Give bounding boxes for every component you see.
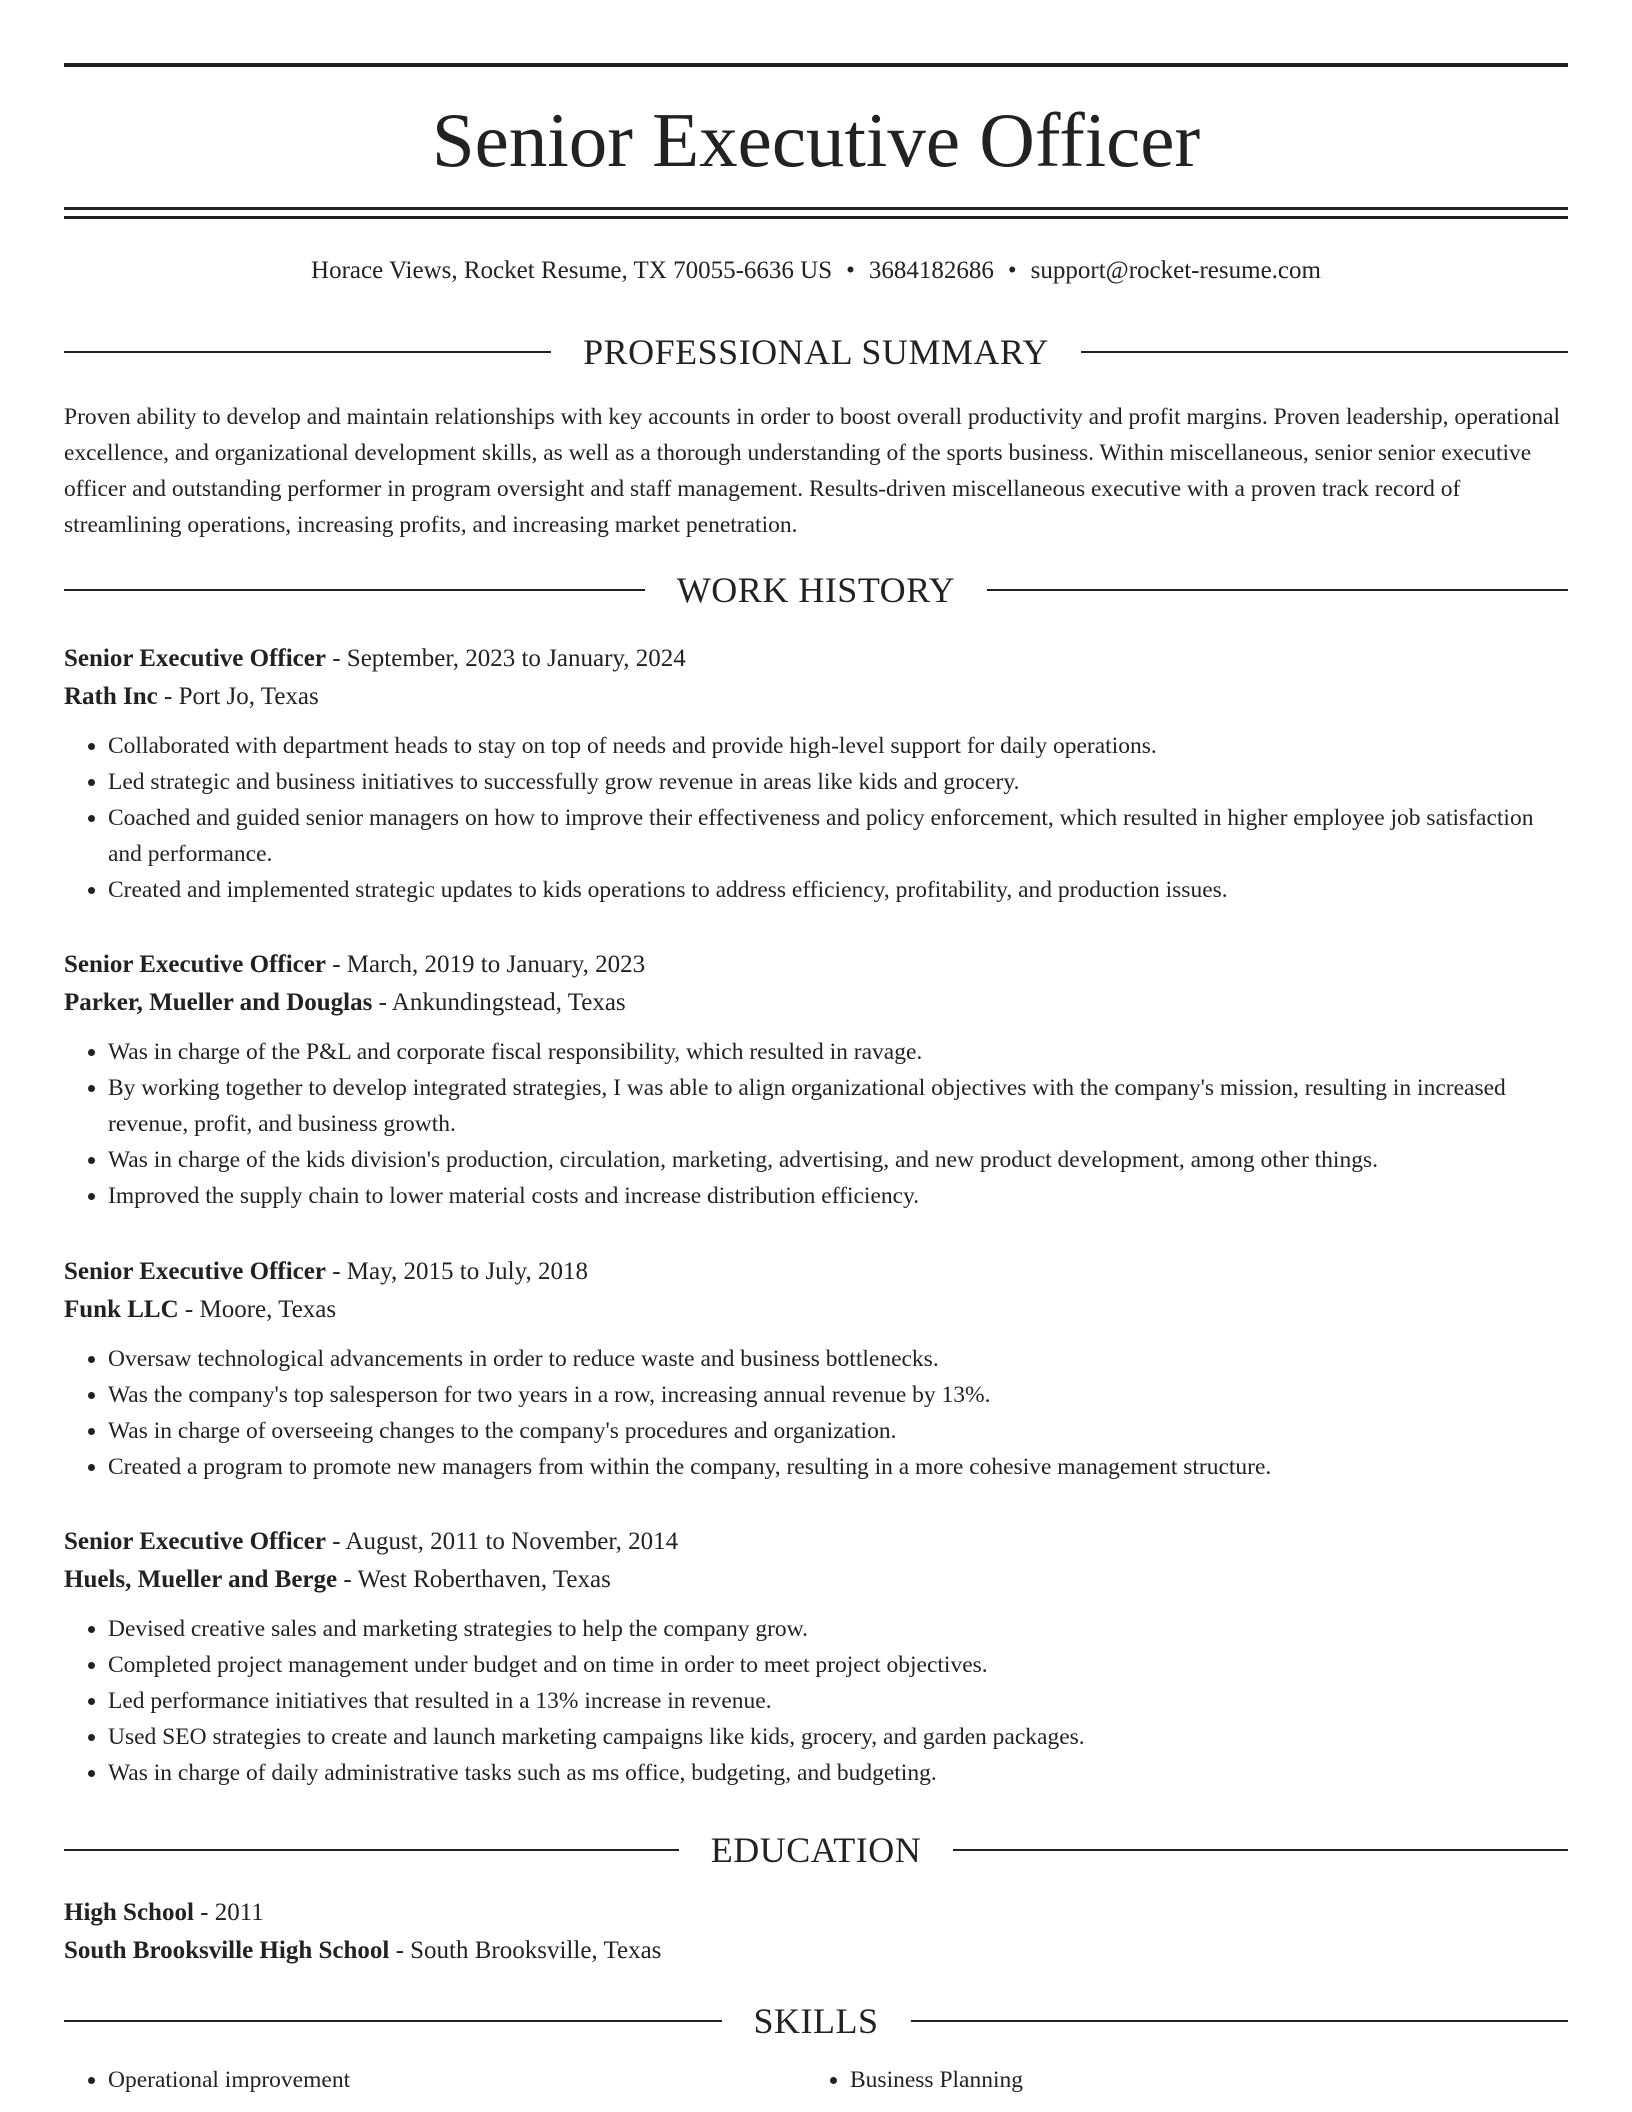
heading-rule xyxy=(987,589,1568,591)
job-title-line: Senior Executive Officer - September, 2023 to January, 2024 xyxy=(64,645,686,672)
job-title: Senior Executive Officer xyxy=(64,1258,326,1285)
education-heading xyxy=(64,1828,1568,1872)
list-item: • Created a program to promote new managers from within the company, resulting in a more cohesive management structure. xyxy=(108,1449,1568,1485)
list-item: • Operational improvement xyxy=(108,2062,806,2098)
job-location: West Roberthaven, Texas xyxy=(357,1566,611,1593)
job-company: Funk LLC xyxy=(64,1296,179,1323)
list-item: • Created and implemented strategic updates to kids operations to address efficiency, profitability, and production issues. xyxy=(108,872,1568,908)
job-dates: August, 2011 to November, 2014 xyxy=(345,1528,679,1555)
job-bullets xyxy=(64,1611,1568,1791)
job-dates: March, 2019 to January, 2023 xyxy=(346,951,646,978)
list-item: • Was in charge of the P&L and corporate fiscal responsibility, which resulted in ravage. xyxy=(108,1034,1568,1070)
education-entry xyxy=(64,1894,1568,1970)
work-history-heading xyxy=(64,568,1568,612)
skills-heading-text: SKILLS xyxy=(753,2001,879,2041)
skills-heading xyxy=(64,1999,1568,2043)
job-dates: September, 2023 to January, 2024 xyxy=(346,645,686,672)
job-title: Senior Executive Officer xyxy=(64,951,326,978)
skills-list xyxy=(64,2062,1568,2098)
job-entry xyxy=(64,1523,1568,1791)
job-title-line: Senior Executive Officer - March, 2019 to January, 2023 xyxy=(64,951,646,978)
job-company: Huels, Mueller and Berge xyxy=(64,1566,338,1593)
list-item: • Led strategic and business initiatives to successfully grow revenue in areas like kids and grocery. xyxy=(108,764,1568,800)
title-divider-upper xyxy=(64,207,1568,210)
list-item: • Led performance initiatives that resulted in a 13% increase in revenue. xyxy=(108,1683,1568,1719)
job-company-line: Parker, Mueller and Douglas - Ankundingstead, Texas xyxy=(64,989,626,1016)
top-divider xyxy=(64,63,1568,67)
list-item: • By working together to develop integrated strategies, I was able to align organizational objectives with the company's mission, resulting in increased revenue, profit, and business growth. xyxy=(108,1070,1568,1142)
list-item: • Was in charge of the kids division's production, circulation, marketing, advertising, and new product development, among other things. xyxy=(108,1142,1568,1178)
job-location: Port Jo, Texas xyxy=(178,683,319,710)
summary-text: Proven ability to develop and maintain relationships with key accounts in order to boost overall productivity and profit margins. Proven leadership, operational excellence, and organizational development skills, as well as a thorough understanding of the sports business. Within miscellaneous, senior senior executive officer and outstanding performer in program oversight and staff management. Results-driven miscellaneous executive with a proven track record of streamlining operations, increasing profits, and increasing market penetration. xyxy=(64,404,1561,538)
job-entry xyxy=(64,946,1568,1214)
job-company: Parker, Mueller and Douglas xyxy=(64,989,373,1016)
heading-rule xyxy=(911,2020,1569,2022)
contact-email: support@rocket-resume.com xyxy=(1030,257,1321,284)
list-item: • Used SEO strategies to create and launch marketing campaigns like kids, grocery, and garden packages. xyxy=(108,1719,1568,1755)
page-title: Senior Executive Officer xyxy=(431,97,1201,183)
heading-rule xyxy=(64,589,645,591)
list-item: • Business Planning xyxy=(850,2062,1548,2098)
job-company-line: Rath Inc - Port Jo, Texas xyxy=(64,683,319,710)
list-item: • Completed project management under budget and on time in order to meet project objectives. xyxy=(108,1647,1568,1683)
job-title: Senior Executive Officer xyxy=(64,1528,326,1555)
list-item: • Oversaw technological advancements in order to reduce waste and business bottlenecks. xyxy=(108,1341,1568,1377)
education-location: South Brooksville, Texas xyxy=(410,1937,662,1964)
heading-rule xyxy=(64,351,551,353)
contact-address: Horace Views, Rocket Resume, TX 70055-6636 US xyxy=(311,257,833,284)
contact-separator: • xyxy=(1007,257,1017,284)
education-degree: High School xyxy=(64,1899,194,1926)
job-bullets xyxy=(64,728,1568,908)
skills-column-left xyxy=(64,2062,806,2098)
job-dates: May, 2015 to July, 2018 xyxy=(346,1258,588,1285)
education-year: 2011 xyxy=(214,1899,264,1926)
list-item: • Collaborated with department heads to stay on top of needs and provide high-level support for daily operations. xyxy=(108,728,1568,764)
job-company-line: Funk LLC - Moore, Texas xyxy=(64,1296,337,1323)
list-item: • Improved the supply chain to lower material costs and increase distribution efficiency. xyxy=(108,1178,1568,1214)
heading-rule xyxy=(953,1849,1568,1851)
education-school-line: South Brooksville High School - South Brooksville, Texas xyxy=(64,1937,662,1964)
heading-rule xyxy=(64,2020,722,2022)
education-degree-line: High School - 2011 xyxy=(64,1899,264,1926)
job-title: Senior Executive Officer xyxy=(64,645,326,672)
title-divider-lower xyxy=(64,216,1568,219)
list-item: • Was the company's top salesperson for two years in a row, increasing annual revenue by 13%. xyxy=(108,1377,1568,1413)
contact-phone: 3684182686 xyxy=(868,257,994,284)
job-entry xyxy=(64,640,1568,908)
job-bullets xyxy=(64,1034,1568,1214)
work-history-heading-text: WORK HISTORY xyxy=(676,570,956,610)
job-bullets xyxy=(64,1341,1568,1485)
job-location: Moore, Texas xyxy=(199,1296,337,1323)
contact-line xyxy=(64,254,1568,288)
summary-heading xyxy=(64,330,1568,374)
summary-heading-text: PROFESSIONAL SUMMARY xyxy=(583,332,1049,372)
list-item: • Was in charge of daily administrative tasks such as ms office, budgeting, and budgeting. xyxy=(108,1755,1568,1791)
job-company-line: Huels, Mueller and Berge - West Roberthaven, Texas xyxy=(64,1566,611,1593)
education-school: South Brooksville High School xyxy=(64,1937,390,1964)
job-location: Ankundingstead, Texas xyxy=(391,989,626,1016)
skills-column-right xyxy=(806,2062,1548,2098)
heading-rule xyxy=(1081,351,1568,353)
job-title-line: Senior Executive Officer - May, 2015 to July, 2018 xyxy=(64,1258,588,1285)
education-heading-text: EDUCATION xyxy=(710,1830,922,1870)
contact-separator: • xyxy=(846,257,855,284)
job-company: Rath Inc xyxy=(64,683,158,710)
list-item: • Devised creative sales and marketing strategies to help the company grow. xyxy=(108,1611,1568,1647)
job-entry xyxy=(64,1253,1568,1485)
job-title-line: Senior Executive Officer - August, 2011 to November, 2014 xyxy=(64,1528,679,1555)
list-item: • Coached and guided senior managers on how to improve their effectiveness and policy enforcement, which resulted in higher employee job satisfaction and performance. xyxy=(108,800,1568,872)
list-item: • Was in charge of overseeing changes to the company's procedures and organization. xyxy=(108,1413,1568,1449)
heading-rule xyxy=(64,1849,679,1851)
